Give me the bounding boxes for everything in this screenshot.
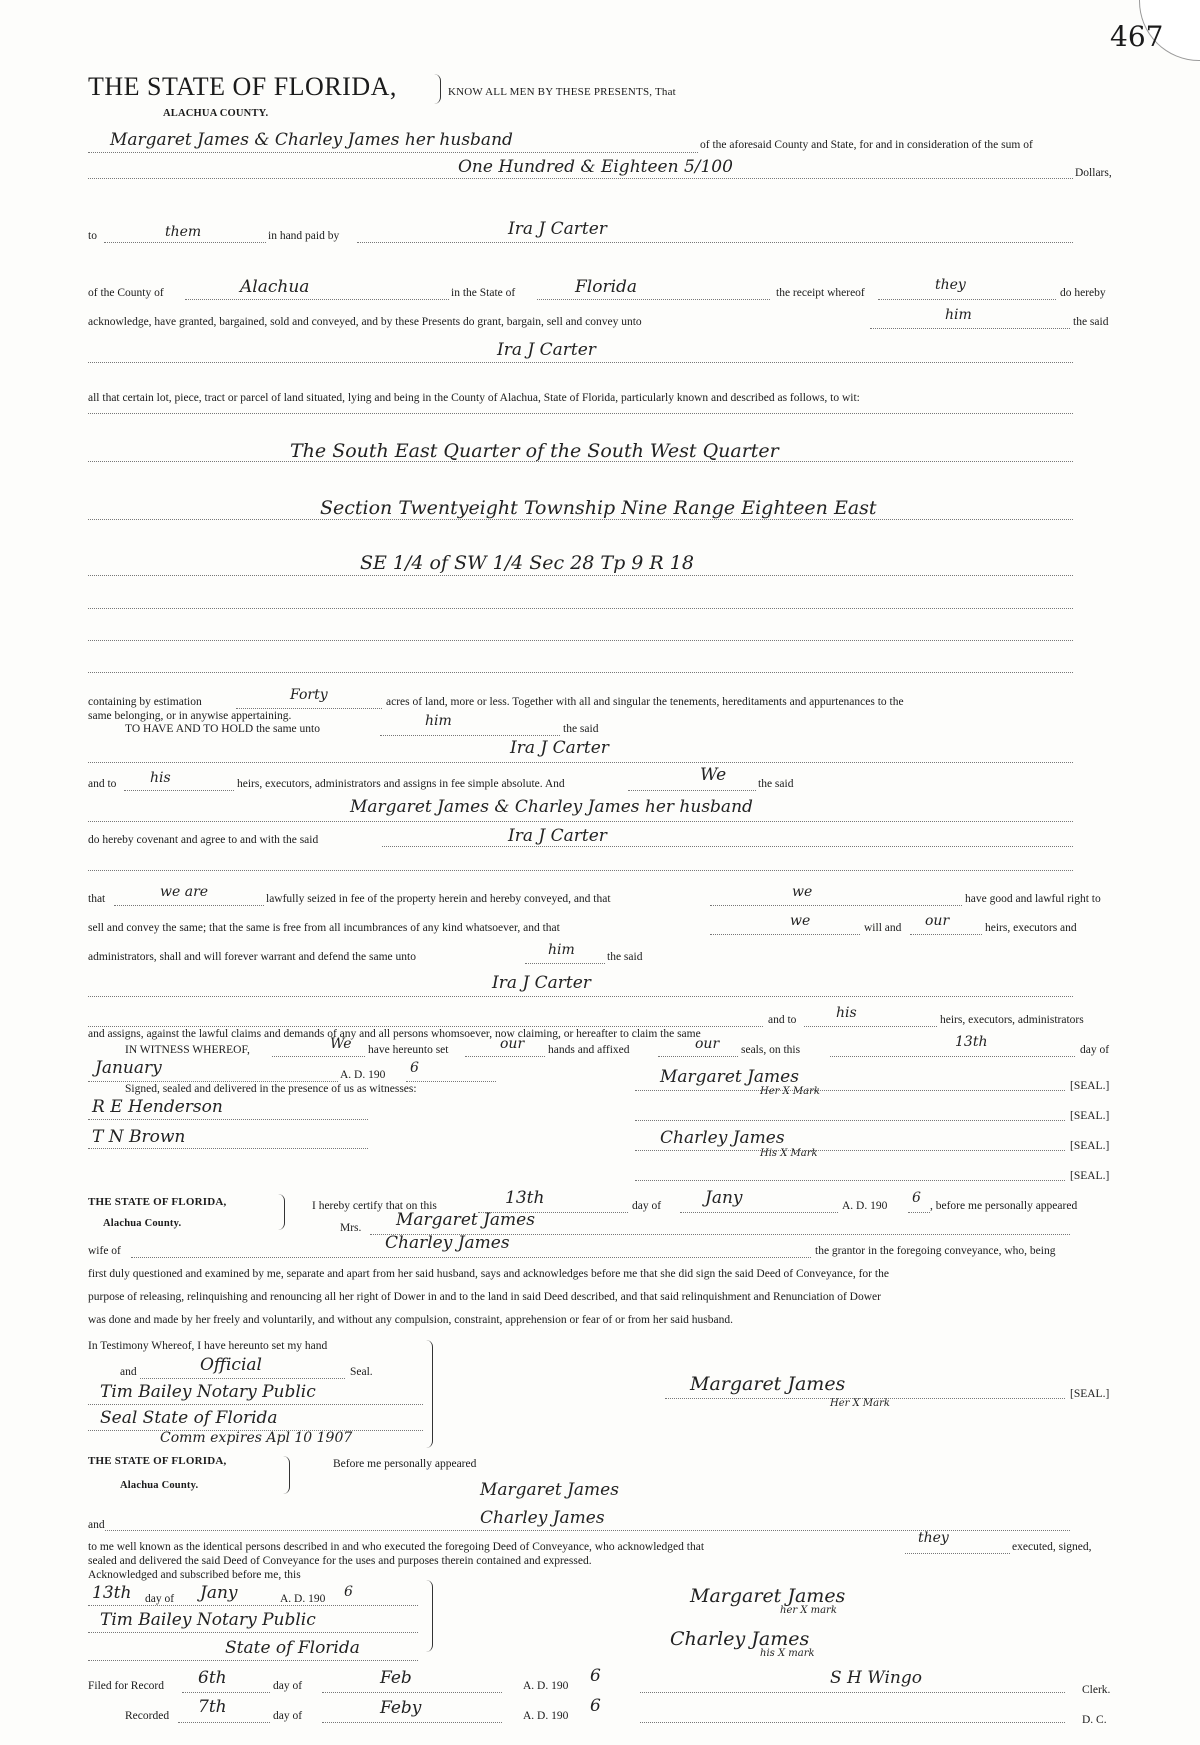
- dower-certify: I hereby certify that on this: [312, 1200, 437, 1212]
- land-description-intro: all that certain lot, piece, tract or parcel of land situated, lying and being in the County of Alachua, State of Florida, particularly known and described as follows, to wit:: [88, 392, 860, 404]
- ack-month-handwritten: Jany: [200, 1583, 238, 1603]
- same-belonging: same belonging, or in anywise appertaining.: [88, 710, 292, 722]
- filed-day-of: day of: [273, 1680, 303, 1692]
- filed-day-handwritten: 6th: [198, 1668, 227, 1688]
- grantee-handwritten-2: Ira J Carter: [510, 738, 609, 758]
- grantee-handwritten-3: Ira J Carter: [492, 973, 591, 993]
- dower-before-me: , before me personally appeared: [930, 1200, 1078, 1212]
- header-brace: [434, 74, 441, 104]
- dower-seal: [SEAL.]: [1070, 1388, 1110, 1400]
- and-to-label-2: and to: [768, 1014, 797, 1026]
- ack-and: and: [88, 1519, 105, 1531]
- ack-brace: [283, 1456, 290, 1494]
- dower-day-of: day of: [632, 1200, 662, 1212]
- admins-handwritten: him: [548, 942, 575, 958]
- seal-on-this: seals, on this: [741, 1044, 801, 1056]
- dower-month-handwritten: Jany: [705, 1188, 743, 1208]
- aforesaid-text: of the aforesaid County and State, for and in consideration of the sum of: [700, 139, 1033, 151]
- filed-ad: A. D. 190: [523, 1680, 569, 1692]
- dower-wife-of: wife of: [88, 1245, 121, 1257]
- ack-name-2-handwritten: Charley James: [480, 1508, 605, 1528]
- witness-2-handwritten: T N Brown: [92, 1127, 186, 1147]
- testimony-brace: [426, 1340, 433, 1448]
- dower-seal-label: Seal.: [350, 1366, 373, 1378]
- ack-state-handwritten: State of Florida: [225, 1638, 360, 1658]
- and-to-2-handwritten: his: [836, 1005, 857, 1021]
- seal-3: [SEAL.]: [1070, 1140, 1110, 1152]
- signed-sealed-text: Signed, sealed and delivered in the presence of us as witnesses:: [125, 1083, 417, 1095]
- ack-known-line: to me well known as the identical persons described in and who executed the foregoing Deed of Conveyance, who acknowledged that: [88, 1541, 705, 1553]
- good-right: have good and lawful right to: [965, 893, 1101, 905]
- clerk-handwritten: S H Wingo: [830, 1668, 922, 1688]
- seized-text: lawfully seized in fee of the property herein and hereby conveyed, and that: [266, 893, 611, 905]
- recorded-label: Recorded: [125, 1710, 170, 1722]
- hand-affixed: hands and affixed: [548, 1044, 630, 1056]
- dower-and: and: [120, 1366, 137, 1378]
- county-heading: ALACHUA COUNTY.: [163, 108, 269, 119]
- unto-handwritten: him: [945, 307, 972, 323]
- paid-by-handwritten: Ira J Carter: [508, 219, 607, 239]
- signature-1-mark: Her X Mark: [760, 1086, 820, 1097]
- and-we-handwritten: We: [700, 765, 727, 785]
- dower-commission-handwritten: Comm expires Apl 10 1907: [160, 1430, 353, 1446]
- dower-state-handwritten: Seal State of Florida: [100, 1408, 278, 1428]
- witness-month-handwritten: January: [95, 1058, 162, 1078]
- to-label: to: [88, 230, 97, 242]
- acres-text: acres of land, more or less. Together with all and singular the tenements, hereditaments and appurtenances to the: [386, 696, 904, 708]
- ack-county: Alachua County.: [120, 1480, 199, 1491]
- dower-testimony: In Testimony Whereof, I have hereunto set my hand: [88, 1340, 328, 1352]
- witness-our-handwritten: our: [500, 1036, 525, 1052]
- state-heading: THE STATE OF FLORIDA,: [88, 72, 397, 101]
- to-have-handwritten: him: [425, 713, 452, 729]
- dower-year-handwritten: 6: [912, 1190, 921, 1206]
- seal-1: [SEAL.]: [1070, 1080, 1110, 1092]
- dower-signature-mark: Her X Mark: [830, 1398, 890, 1409]
- dower-husband-handwritten: Charley James: [385, 1233, 510, 1253]
- to-handwritten: them: [165, 224, 202, 240]
- description-line-1: The South East Quarter of the South West Quarter: [290, 440, 779, 462]
- ack-sealed-line: sealed and delivered the said Deed of Conveyance for the uses and purposes therein contained and expressed.: [88, 1555, 592, 1567]
- the-said-1: the said: [1073, 316, 1109, 328]
- ack-name-1-handwritten: Margaret James: [480, 1480, 619, 1500]
- witness-ad: A. D. 190: [340, 1069, 386, 1081]
- grantors-handwritten: Margaret James & Charley James her husband: [110, 130, 513, 150]
- amount-handwritten: One Hundred & Eighteen 5/100: [458, 157, 733, 177]
- ack-ad: A. D. 190: [280, 1593, 326, 1605]
- heirs-text: heirs, executors, administrators and assigns in fee simple absolute. And: [237, 778, 565, 790]
- have-hereunto: have hereunto set: [368, 1044, 449, 1056]
- acknowledge-text: acknowledge, have granted, bargained, sold and conveyed, and by these Presents do grant, bargain, sell and convey unto: [88, 316, 642, 328]
- seized-handwritten: we: [792, 884, 813, 900]
- grantee-handwritten: Ira J Carter: [497, 340, 596, 360]
- containing-label: containing by estimation: [88, 696, 202, 708]
- to-have-and-hold: TO HAVE AND TO HOLD the same unto: [125, 723, 320, 735]
- admins-text: administrators, shall and will forever warrant and defend the same unto: [88, 951, 416, 963]
- sell-handwritten: we: [790, 913, 811, 929]
- page-number: 467: [1110, 20, 1164, 53]
- dower-county: Alachua County.: [103, 1218, 182, 1229]
- witness-our-handwritten-2: our: [695, 1036, 720, 1052]
- dower-notary-handwritten: Tim Bailey Notary Public: [100, 1382, 316, 1402]
- seal-4: [SEAL.]: [1070, 1170, 1110, 1182]
- signature-2-mark: His X Mark: [760, 1148, 818, 1159]
- the-said-3: the said: [758, 778, 794, 790]
- dower-mrs-handwritten: Margaret James: [396, 1210, 535, 1230]
- description-line-3: SE 1/4 of SW 1/4 Sec 28 Tp 9 R 18: [360, 552, 694, 574]
- ack-day-handwritten: 13th: [92, 1583, 132, 1603]
- sell-text: sell and convey the same; that the same is free from all incumbrances of any kind whatsoever, and that: [88, 922, 560, 934]
- witness-year-handwritten: 6: [410, 1060, 419, 1076]
- ack-day-of: day of: [145, 1593, 175, 1605]
- receipt-label: the receipt whereof: [776, 287, 865, 299]
- ack-before-me: Before me personally appeared: [333, 1458, 477, 1470]
- dollars-text: Dollars,: [1075, 167, 1112, 179]
- in-witness: IN WITNESS WHEREOF,: [125, 1044, 250, 1056]
- dower-body-2: purpose of releasing, relinquishing and renouncing all her right of Dower in and to the land in said Deed described, and that said relinquishment and Renunciation of Dower: [88, 1291, 881, 1303]
- covenant-text: do hereby covenant and agree to and with the said: [88, 834, 319, 846]
- heirs-exec: heirs, executors and: [985, 922, 1077, 934]
- witness-1-handwritten: R E Henderson: [92, 1097, 223, 1117]
- assigns-text: and assigns, against the lawful claims and demands of any and all persons whomsoever, now claiming, or hereafter to claim the same: [88, 1028, 701, 1040]
- recorded-ad: A. D. 190: [523, 1710, 569, 1722]
- and-to-handwritten: his: [150, 770, 171, 786]
- signature-2: Charley James: [660, 1128, 785, 1148]
- dower-day-handwritten: 13th: [505, 1188, 545, 1208]
- the-said-4: the said: [607, 951, 643, 963]
- grantors-handwritten-2: Margaret James & Charley James her husband: [350, 797, 753, 817]
- ack-year-handwritten: 6: [344, 1584, 353, 1600]
- ack-they-handwritten: they: [918, 1530, 949, 1546]
- recorded-year-handwritten: 6: [590, 1696, 601, 1716]
- paid-by-label: in hand paid by: [268, 230, 340, 242]
- dower-brace: [278, 1194, 285, 1230]
- witness-we-handwritten: We: [330, 1036, 352, 1052]
- covenant-handwritten: Ira J Carter: [508, 826, 607, 846]
- the-said-2: the said: [563, 723, 599, 735]
- intro-text: KNOW ALL MEN BY THESE PRESENTS, That: [448, 86, 676, 98]
- acres-handwritten: Forty: [290, 687, 328, 703]
- seal-2: [SEAL.]: [1070, 1110, 1110, 1122]
- filed-label: Filed for Record: [88, 1680, 165, 1692]
- ack-signature-1-mark: her X mark: [780, 1605, 837, 1616]
- that-label: that: [88, 893, 106, 905]
- dc-label: D. C.: [1082, 1714, 1107, 1726]
- ack-signature-1: Margaret James: [690, 1585, 846, 1607]
- state-of-label: in the State of: [451, 287, 516, 299]
- ack-state: THE STATE OF FLORIDA,: [88, 1455, 227, 1467]
- recorded-month-handwritten: Feby: [380, 1698, 422, 1718]
- dower-signature: Margaret James: [690, 1373, 846, 1395]
- witness-day-of: day of: [1080, 1044, 1110, 1056]
- county-of-label: of the County of: [88, 287, 164, 299]
- ack-signature-2: Charley James: [670, 1628, 810, 1650]
- dower-body-1: first duly questioned and examined by me, separate and apart from her said husband, says and acknowledges before me that she did sign the said Deed of Conveyance, for the: [88, 1268, 889, 1280]
- ack-sign-brace: [426, 1580, 433, 1652]
- signature-1: Margaret James: [660, 1067, 799, 1087]
- recorded-day-handwritten: 7th: [198, 1697, 227, 1717]
- witness-day-handwritten: 13th: [955, 1034, 988, 1050]
- clerk-label: Clerk.: [1082, 1684, 1111, 1696]
- dower-official-handwritten: Official: [200, 1355, 262, 1375]
- dower-body-3: was done and made by her freely and voluntarily, and without any compulsion, constraint, apprehension or fear of or from her said husband.: [88, 1314, 733, 1326]
- state-handwritten: Florida: [575, 277, 638, 297]
- will-and-handwritten: our: [925, 913, 950, 929]
- ack-signature-2-mark: his X mark: [760, 1648, 815, 1659]
- filed-year-handwritten: 6: [590, 1666, 601, 1686]
- will-and: will and: [864, 922, 902, 934]
- ack-subscribed: Acknowledged and subscribed before me, this: [88, 1569, 301, 1581]
- ack-executed: executed, signed,: [1012, 1541, 1092, 1553]
- dower-mrs: Mrs.: [340, 1222, 362, 1234]
- dower-state: THE STATE OF FLORIDA,: [88, 1196, 227, 1208]
- recorded-day-of: day of: [273, 1710, 303, 1722]
- heirs-exec-2: heirs, executors, administrators: [940, 1014, 1084, 1026]
- that-handwritten: we are: [160, 884, 209, 900]
- dower-grantor-line: the grantor in the foregoing conveyance, who, being: [815, 1245, 1056, 1257]
- dower-ad: A. D. 190: [842, 1200, 888, 1212]
- do-hereby: do hereby: [1060, 287, 1106, 299]
- county-handwritten: Alachua: [240, 277, 310, 297]
- receipt-handwritten: they: [935, 277, 966, 293]
- and-to-label: and to: [88, 778, 117, 790]
- description-line-2: Section Twentyeight Township Nine Range Eighteen East: [320, 497, 877, 519]
- ack-notary-handwritten: Tim Bailey Notary Public: [100, 1610, 316, 1630]
- filed-month-handwritten: Feb: [380, 1668, 412, 1688]
